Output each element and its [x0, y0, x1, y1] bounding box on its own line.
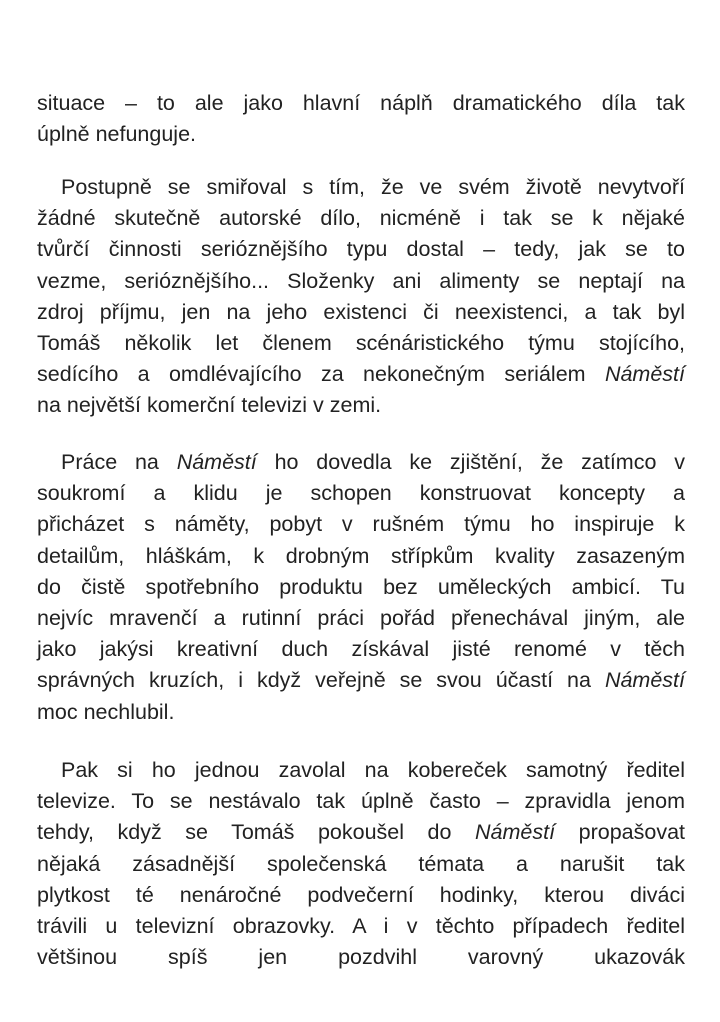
text-line: většinou spíš jen pozdvihl varovný ukazovák [37, 945, 685, 970]
text-segment: správných kruzích, i když veřejně se svou účastí na [37, 668, 591, 693]
paragraph-3 [37, 447, 685, 728]
text-line: zdroj příjmu, jen na jeho existenci či neexistenci, a tak byl [37, 299, 685, 324]
text-line: vezme, serióznějšího... Složenky ani alimenty se neptají na [37, 268, 685, 293]
text-line [37, 447, 685, 478]
paragraph-2 [37, 172, 685, 422]
italic-title: Náměstí [604, 362, 685, 387]
italic-title: Náměstí [176, 450, 257, 474]
text-line: moc nechlubil. [37, 699, 175, 724]
text-line: přicházet s náměty, pobyt v rušném týmu ho inspiruje k [37, 512, 685, 537]
italic-title: Náměstí [604, 668, 685, 693]
text-line: nejvíc mravenčí a rutinní práci pořád přenechával jiným, ale [37, 605, 685, 630]
text-line: plytkost té nenáročné podvečerní hodinky, kterou diváci [37, 882, 685, 907]
text-line: soukromí a klidu je schopen konstruovat koncepty a [37, 481, 685, 506]
text-segment: propašovat [578, 820, 686, 845]
text-line: Postupně se smiřoval s tím, že ve svém životě nevytvoří [61, 175, 685, 199]
text-line: jako jakýsi kreativní duch získával jisté renomé v těch [37, 637, 685, 662]
text-line: Tomáš několik let členem scénáristického týmu stojícího, [37, 330, 685, 355]
text-line: televize. To se nestávalo tak úplně často – zpravidla jenom [37, 789, 685, 814]
text-line: žádné skutečně autorské dílo, nicméně i tak se k nějaké [37, 206, 685, 231]
text-segment: ho dovedla ke zjištění, že zatímco v [274, 450, 685, 474]
text-line: na největší komerční televizi v zemi. [37, 393, 382, 418]
text-line: do čistě spotřebního produktu bez uměleckých ambicí. Tu [37, 574, 685, 599]
text-line: tvůrčí činnosti serióznějšího typu dostal – tedy, jak se to [37, 237, 685, 262]
text-line: úplně nefunguje. [37, 122, 197, 147]
text-line: nějaká zásadnější společenská témata a narušit tak [37, 851, 685, 876]
text-line: detailům, hláškám, k drobným střípkům kvality zasazeným [37, 543, 685, 568]
text-line [37, 359, 685, 390]
text-line [37, 665, 685, 696]
text-line: Pak si ho jednou zavolal na kobereček samotný ředitel [61, 758, 685, 782]
text-segment: tehdy, když se Tomáš pokoušel do [37, 820, 452, 845]
italic-title: Náměstí [475, 820, 556, 845]
paragraph-4 [37, 755, 685, 973]
text-segment: Práce na [61, 450, 159, 474]
text-line: trávili u televizní obrazovky. A i v těchto případech ředitel [37, 913, 685, 938]
paragraph-1 [37, 88, 685, 150]
text-line [37, 817, 685, 848]
text-line: situace – to ale jako hlavní náplň dramatického díla tak [37, 91, 685, 115]
text-segment: sedícího a omdlévajícího za nekonečným seriálem [37, 362, 586, 387]
